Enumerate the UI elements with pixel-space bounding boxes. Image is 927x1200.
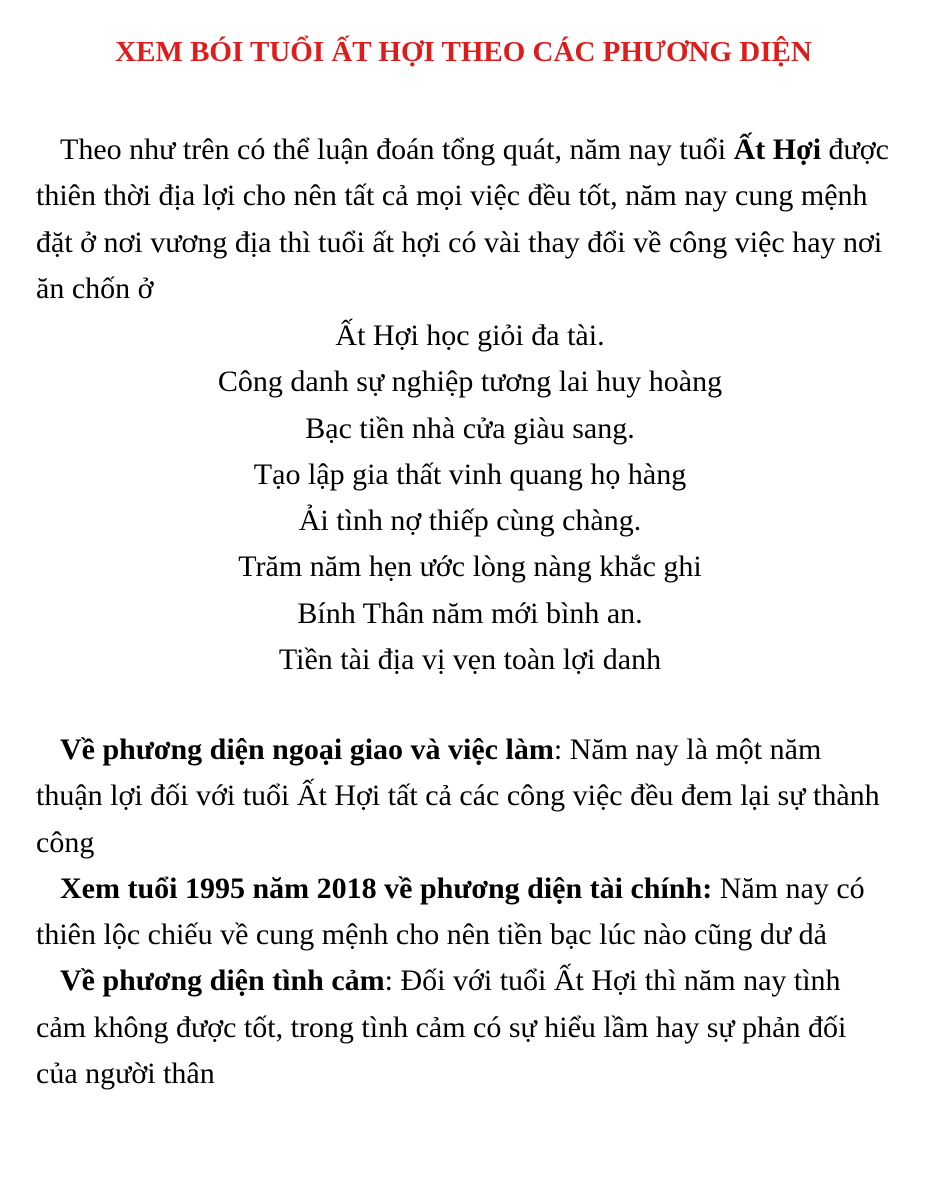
intro-text-before: Theo như trên có thể luận đoán tổng quát, năm nay tuổi xyxy=(60,133,734,166)
poem-line: Ải tình nợ thiếp cùng chàng. xyxy=(298,504,642,538)
poem-line: Ất Hợi học giỏi đa tài. xyxy=(335,319,605,352)
poem-line: Trăm năm hẹn ước lòng nàng khắc ghi xyxy=(238,550,702,584)
intro-paragraph xyxy=(36,127,891,312)
intro-bold-name: Ất Hợi xyxy=(733,133,822,166)
section-love xyxy=(36,958,891,1097)
poem-line: Tiền tài địa vị vẹn toàn lợi danh xyxy=(278,643,662,677)
section-body: Năm nay có thiên lộc chiếu về cung mệnh cho nên tiền bạc lúc nào cũng dư dả xyxy=(36,871,865,952)
intro-text-after: được thiên thời địa lợi cho nên tất cả mọi việc đều tốt, năm nay cung mệnh đặt ở nơi vương địa thì tuổi ất hợi có vài thay đổi về công việc hay nơi ăn chốn ở xyxy=(36,133,889,305)
section-finance xyxy=(36,866,891,959)
page-title: XEM BÓI TUỔI ẤT HỢI THEO CÁC PHƯƠNG DIỆN xyxy=(115,36,812,68)
poem-block xyxy=(0,313,927,683)
section-separator: : xyxy=(384,964,401,998)
section-heading: Về phương diện ngoại giao và việc làm xyxy=(60,733,554,766)
section-heading: Về phương diện tình cảm xyxy=(60,964,385,998)
section-body: Năm nay là một năm thuận lợi đối với tuổi Ất Hợi tất cả các công việc đều đem lại sự thành công xyxy=(36,733,880,859)
section-body: Đối với tuổi Ất Hợi thì năm nay tình cảm không được tốt, trong tình cảm có sự hiểu lầm hay sự phản đối của người thân xyxy=(36,964,847,1091)
poem-line: Bạc tiền nhà cửa giàu sang. xyxy=(305,411,635,445)
section-heading: Xem tuổi 1995 năm 2018 về phương diện tài chính: xyxy=(60,871,713,905)
section-separator: : xyxy=(553,733,570,766)
section-foreign-affairs-work xyxy=(36,727,891,866)
sections-block xyxy=(36,727,891,1097)
poem-line: Bính Thân năm mới bình an. xyxy=(297,596,643,630)
section-separator xyxy=(712,872,720,905)
poem-line: Tạo lập gia thất vinh quang họ hàng xyxy=(253,457,687,491)
poem-line: Công danh sự nghiệp tương lai huy hoàng xyxy=(217,365,723,399)
